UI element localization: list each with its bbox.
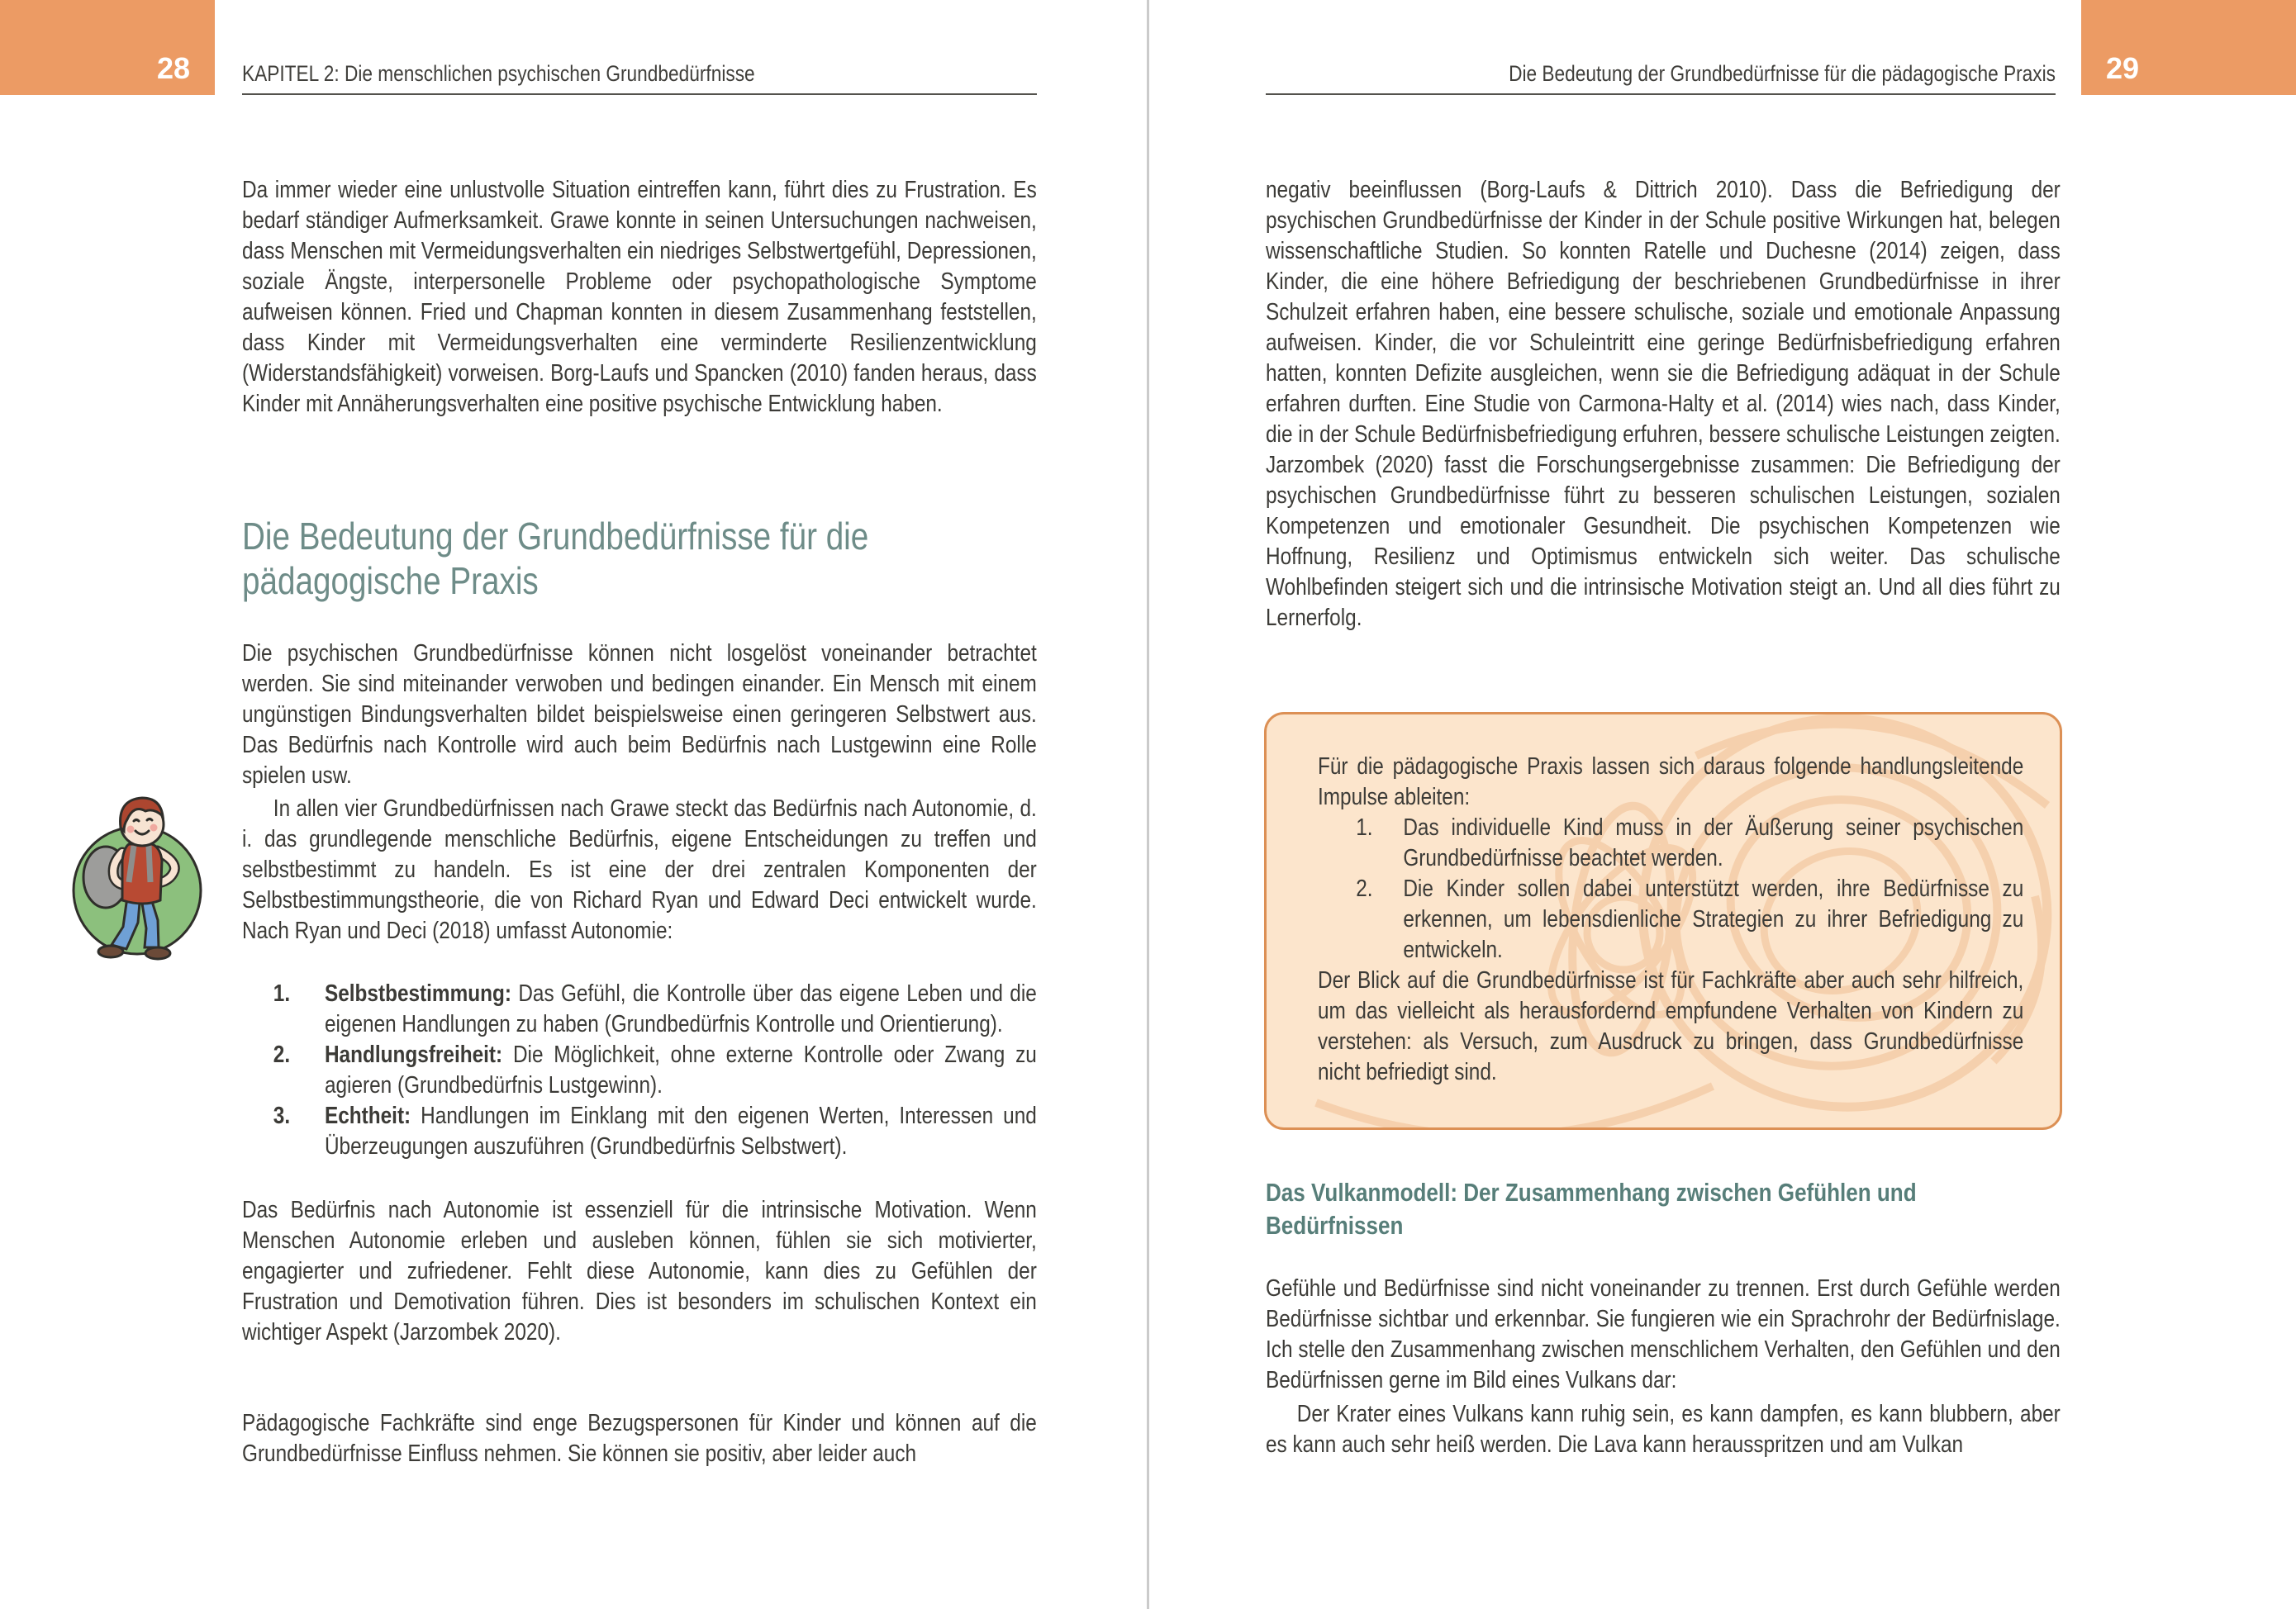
running-head-left: KAPITEL 2: Die menschlichen psychischen Grundbedürfnisse <box>242 61 755 86</box>
autonomy-numbered-list <box>242 979 1037 1193</box>
paragraph-school-studies: negativ beeinflussen (Borg-Laufs & Dittrich 2010). Dass die Befriedigung der psychischen Grundbedürfnisse der Kinder in der Schule positive Wirkungen hat, belegen wissenschaftliche Studien. So konnten Ratelle und Duchesne (2014) zeigen, dass Kinder, die eine höhere Befriedigung der beschriebenen Grundbedürfnisse in ihrer Schulzeit erfahren haben, eine bessere schulische, soziale und emotionale Anpassung aufweisen. Kinder, die vor Schuleintritt eine geringe Bedürfnisbefriedigung erfahren hatten, konnten Defizite ausgleichen, wenn sie die Befriedigung adäquat in der Schule erfahren durften. Eine Studie von Carmona-Halty et al. (2014) wies nach, dass Kinder, die in der Schule Bedürfnisbefriedigung erfuhren, bessere schulische Leistungen zeigten. Jarzombek (2020) fasst die Forschungsergebnisse zusammen: Die Befriedigung der psychischen Grundbedürfnisse führt zu besseren schulischen Leistungen, sozialen Kompetenzen und emotionaler Gesundheit. Die psychischen Kompetenzen wie Hoffnung, Resilienz und Optimismus entwickeln sich weiter. Das schulische Wohlbefinden steigert sich und die intrinsische Motivation steigt an. Und all dies führt zu Lernerfolg. <box>1266 177 2061 631</box>
page-gutter-divider <box>1147 0 1149 1609</box>
list-term: Handlungsfreiheit: <box>324 1042 503 1068</box>
list-text: Das individuelle Kind muss in der Äußerung seiner psychischen Grundbedürfnisse beachtet werden. <box>1403 814 2024 871</box>
box-outro: Der Blick auf die Grundbedürfnisse ist für Fachkräfte aber auch sehr hilfreich, um das vielleicht als herausfordernd empfundene Verhalten von Kindern zu verstehen: als Versuch, zum Ausdruck zu bringen, dass Grundbedürfnisse nicht befriedigt sind. <box>1318 967 2024 1085</box>
section-heading: Die Bedeutung der Grundbedürfnisse für die pädagogische Praxis <box>242 515 869 602</box>
impulse-box-content <box>1318 752 2023 1088</box>
list-number: 2. <box>1356 876 1373 902</box>
paragraph-autonomy-intro: In allen vier Grundbedürfnissen nach Grawe steckt das Bedürfnis nach Autonomie, d. i. das grundlegende menschliche Bedürfnis, eigene Entscheidungen zu treffen und selbstbestimmt zu handeln. Es ist eine der drei zentralen Komponenten der Selbstbestimmungstheorie, die von Richard Ryan und Edward Deci entwickelt wurde. Nach Ryan und Deci (2018) umfasst Autonomie: <box>242 795 1037 944</box>
list-number: 1. <box>1356 814 1373 841</box>
paragraph-avoidance-research: Da immer wieder eine unlustvolle Situation eintreffen kann, führt dies zu Frustration. Es bedarf ständiger Aufmerksamkeit. Grawe konnte in seinen Untersuchungen nachweisen, dass Menschen mit Vermeidungsverhalten ein niedriges Selbstwertgefühl, Depressionen, soziale Ängste, interpersonelle Probleme oder psychopathologische Symptome aufweisen können. Fried und Chapman konnten in diesem Zusammenhang feststellen, dass Kinder mit Vermeidungsverhalten eine verminderte Resilienzentwicklung (Widerstandsfähigkeit) vorweisen. Borg-Laufs und Spancken (2010) fanden heraus, dass Kinder mit Annäherungsverhalten eine positive psychische Entwicklung haben. <box>242 177 1037 417</box>
box-intro: Für die pädagogische Praxis lassen sich daraus folgende handlungsleitende Impulse ableiten: <box>1318 753 2024 810</box>
paragraph-gefuehle-beduerfnisse: Gefühle und Bedürfnisse sind nicht voneinander zu trennen. Erst durch Gefühle werden Bedürfnisse sichtbar und erkennbar. Sie fungieren wie ein Sprachrohr der Bedürfnislage. Ich stelle den Zusammenhang zwischen menschlichem Verhalten, den Gefühlen und den Bedürfnissen gerne im Bild eines Vulkans dar: <box>1266 1275 2061 1393</box>
list-term: Echtheit: <box>324 1103 411 1129</box>
child-with-backpack-icon <box>64 781 210 965</box>
list-number: 2. <box>273 1042 291 1068</box>
list-number: 3. <box>273 1103 291 1129</box>
page-number: 28 <box>156 51 190 85</box>
impulse-highlight-box <box>1264 712 2062 1130</box>
paragraph-paedagogische-fachkraefte: Pädagogische Fachkräfte sind enge Bezugspersonen für Kinder und können auf die Grundbedürfnisse Einfluss nehmen. Sie können sie positiv, aber leider auch <box>242 1410 1037 1467</box>
text-column-right <box>1266 175 2061 1460</box>
page-number-block-right <box>2081 0 2296 95</box>
paragraph-needs-interwoven: Die psychischen Grundbedürfnisse können nicht losgelöst voneinander betrachtet werden. Sie sind miteinander verwoben und bedingen einander. Ein Mensch mit einem ungünstigen Bindungsverhalten bildet beispielsweise einen geringeren Selbstwert aus. Das Bedürfnis nach Kontrolle wird auch beim Bedürfnis nach Lustgewinn eine Rolle spielen usw. <box>242 640 1037 789</box>
box-list-item <box>1318 874 2023 966</box>
list-text: Die Möglichkeit, ohne externe Kontrolle oder Zwang zu agieren (Grundbedürfnis Lustgewinn). <box>324 1042 1037 1099</box>
paragraph-vulkan-krater: Der Krater eines Vulkans kann ruhig sein, es kann dampfen, es kann blubbern, aber es kann auch sehr heiß werden. Die Lava kann herausspritzen und am Vulkan <box>1266 1401 2061 1458</box>
list-term: Selbstbestimmung: <box>324 980 511 1007</box>
text-column-left <box>242 175 1037 1469</box>
paragraph-intrinsic-motivation: Das Bedürfnis nach Autonomie ist essenziell für die intrinsische Motivation. Wenn Menschen Autonomie erleben und ausleben können, fühlen sie sich motivierter, engagierter und zufriedener. Fehlt diese Autonomie, kann dies zu Gefühlen der Frustration und Demotivation führen. Dies ist besonders im schulischen Kontext ein wichtiger Aspekt (Jarzombek 2020). <box>242 1197 1037 1346</box>
list-text: Die Kinder sollen dabei unterstützt werden, ihre Bedürfnisse zu erkennen, um lebensdienliche Strategien zu ihrer Befriedigung zu entwickeln. <box>1403 876 2024 963</box>
subsection-heading-vulkanmodell: Das Vulkanmodell: Der Zusammenhang zwischen Gefühlen und Bedürfnissen <box>1266 1178 1917 1240</box>
running-head-rule-left <box>242 93 1037 95</box>
page-number: 29 <box>2106 51 2140 85</box>
list-text: Handlungen im Einklang mit den eigenen Werten, Interessen und Überzeugungen auszuführen (Grundbedürfnis Selbstwert). <box>324 1103 1037 1160</box>
running-head-rule-right <box>1266 93 2056 95</box>
list-item <box>242 1040 1037 1101</box>
box-list-item <box>1318 813 2023 874</box>
list-text: Das Gefühl, die Kontrolle über das eigene Leben und die eigenen Handlungen zu haben (Grundbedürfnis Kontrolle und Orientierung). <box>324 980 1037 1037</box>
page-number-block-left <box>0 0 215 95</box>
running-head-right: Die Bedeutung der Grundbedürfnisse für die pädagogische Praxis <box>1509 61 2056 86</box>
child-with-backpack-illustration <box>64 781 210 969</box>
list-item <box>242 979 1037 1040</box>
list-item <box>242 1101 1037 1162</box>
list-number: 1. <box>273 980 291 1007</box>
